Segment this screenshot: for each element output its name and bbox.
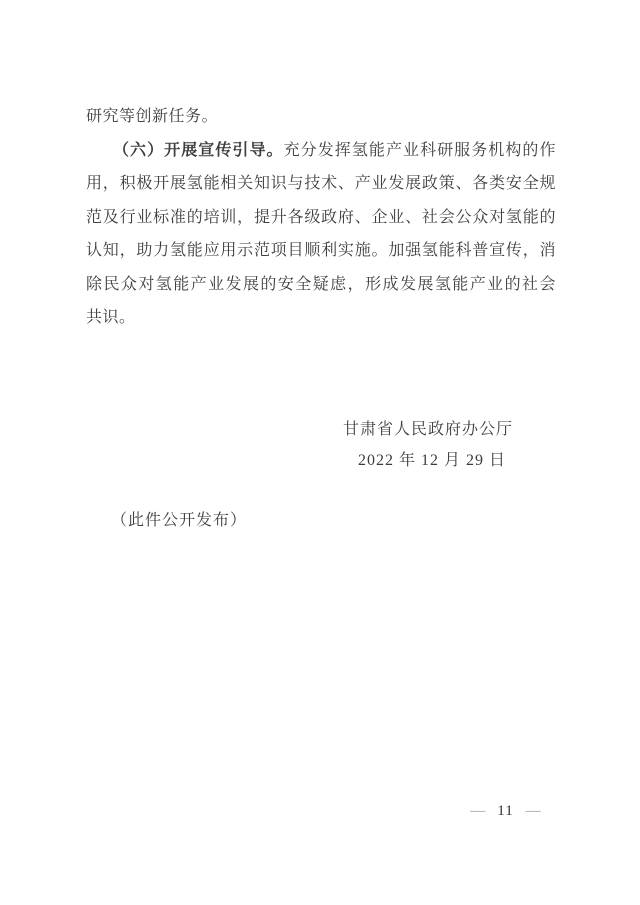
body-text-line: 共识。	[86, 309, 136, 326]
page-number: 11	[497, 803, 514, 819]
section-heading-line	[86, 134, 556, 168]
body-text-line: 充分发挥氢能产业科研服务机构的作	[283, 141, 556, 159]
signature-date: 2022 年 12 月 29 日	[358, 452, 507, 469]
section-heading: （六）开展宣传引导。	[113, 141, 284, 159]
publish-note: （此件公开发布）	[111, 512, 248, 529]
body-text-line: 用，积极开展氢能相关知识与技术、产业发展政策、各类安全规	[86, 175, 556, 192]
page-footer	[440, 802, 571, 820]
signature-issuer: 甘肃省人民政府办公厅	[343, 421, 514, 438]
paragraph-continuation-line: 研究等创新任务。	[86, 108, 219, 125]
body-text-line: 除民众对氢能产业发展的安全疑虑，形成发展氢能产业的社会	[86, 275, 556, 293]
body-text-line: 范及行业标准的培训，提升各级政府、企业、社会公众对氢能的	[86, 208, 556, 226]
footer-dash-right: —	[525, 803, 541, 819]
body-text-line: 认知，助力氢能应用示范项目顺利实施。加强氢能科普宣传，消	[86, 242, 556, 259]
document-body	[86, 100, 556, 335]
footer-dash-left: —	[470, 803, 486, 819]
